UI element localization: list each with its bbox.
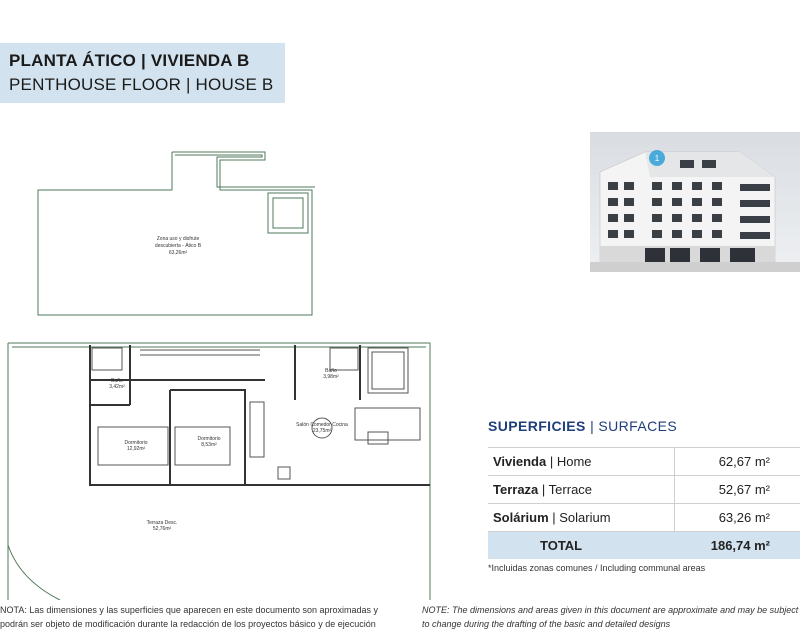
surfaces-title-separator: | [590, 418, 595, 434]
table-row [488, 504, 800, 532]
solarium-area: 63,26m² [168, 250, 188, 256]
floor-plan [0, 140, 440, 600]
row-value: 63,26 m² [718, 510, 770, 525]
solarium-label-2: descubierta - Ático B [154, 243, 202, 249]
dorm2-area: 8,53m² [201, 442, 217, 448]
surfaces-title [488, 418, 677, 434]
header-banner [0, 43, 285, 103]
dorm1-label: Dormitorio [124, 440, 148, 446]
note-es-line-1: NOTA: Las dimensiones y las superficies que aparecen en este documento son aproximadas y [0, 605, 379, 615]
page-title: PLANTA ÁTICO | VIVIENDA B [9, 51, 250, 70]
terraza-area: 52,76m² [152, 526, 172, 532]
salon-label: Salón Comedor Cocina [296, 422, 348, 428]
total-row [488, 532, 800, 559]
note-en-line-2: to change during the drafting of the basic and detailed designs [422, 619, 671, 629]
salon-area: 23,75m² [312, 428, 332, 434]
bano2-label: Baño [325, 368, 337, 374]
bano1-area: 3,42m² [109, 384, 125, 390]
dorm2-label: Dormitorio [197, 436, 221, 442]
note-english [422, 603, 800, 631]
bano1-label: Baño [111, 378, 123, 384]
row-label-en: | Home [549, 454, 592, 469]
note-es-line-2: podrán ser objeto de modificación durante la redacción de los proyectos básico y de ejecución [0, 619, 376, 629]
row-label-es: Vivienda [493, 454, 547, 469]
terraza-label: Terraza Desc. [146, 520, 178, 526]
total-label: TOTAL [540, 538, 583, 553]
row-label-es: Solárium [493, 510, 549, 525]
table-row [488, 447, 800, 476]
total-value: 186,74 m² [710, 538, 770, 553]
note-en-line-1: NOTE: The dimensions and areas given in this document are approximate and may be subject [422, 605, 799, 615]
surfaces-table [488, 447, 800, 559]
dorm1-area: 12,92m² [126, 446, 146, 452]
solarium-label: Zona uso y disfrute [156, 236, 200, 242]
footnote: *Incluidas zonas comunes / Including communal areas [488, 563, 706, 573]
row-value: 52,67 m² [718, 482, 770, 497]
surfaces-title-en: SURFACES [598, 418, 678, 434]
bano2-area: 3,98m² [323, 374, 339, 380]
page-subtitle: PENTHOUSE FLOOR | HOUSE B [9, 75, 274, 94]
row-value: 62,67 m² [718, 454, 770, 469]
row-label-en: | Terrace [541, 482, 593, 497]
table-row [488, 476, 800, 504]
surfaces-title-es: SUPERFICIES [488, 418, 586, 434]
row-label-en: | Solarium [552, 510, 611, 525]
marker-label: 1 [654, 154, 660, 163]
building-render [590, 132, 800, 272]
note-spanish [0, 603, 410, 631]
row-label-es: Terraza [493, 482, 539, 497]
